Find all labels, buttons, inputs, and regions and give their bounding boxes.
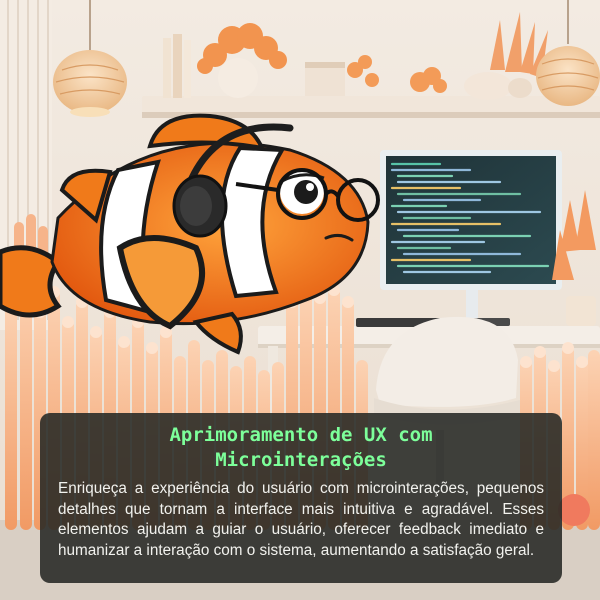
shelf-coral-pot	[218, 58, 258, 98]
pendant-lamp-left	[53, 50, 127, 114]
description-text: Enriqueça a experiência do usuário com microinterações, pequenos detalhes que tornam a interface mais intuitiva e agradável. Esses elementos ajudam a guiar o usuário, oferecer feedback imediato e humanizar a interação com o sistema, aumentando a satisfação geral.	[58, 480, 544, 559]
vase	[566, 296, 596, 326]
sea-urchin	[558, 494, 590, 526]
headline-line-2: Microinterações	[215, 449, 387, 471]
headline-line-1: Aprimoramento de UX com	[169, 424, 433, 446]
headline	[58, 423, 544, 473]
monitor-stand	[466, 290, 478, 320]
shelf-books	[163, 38, 171, 98]
text-panel	[40, 413, 562, 583]
wall-shelf	[142, 96, 600, 114]
shelf-shell	[464, 72, 512, 100]
